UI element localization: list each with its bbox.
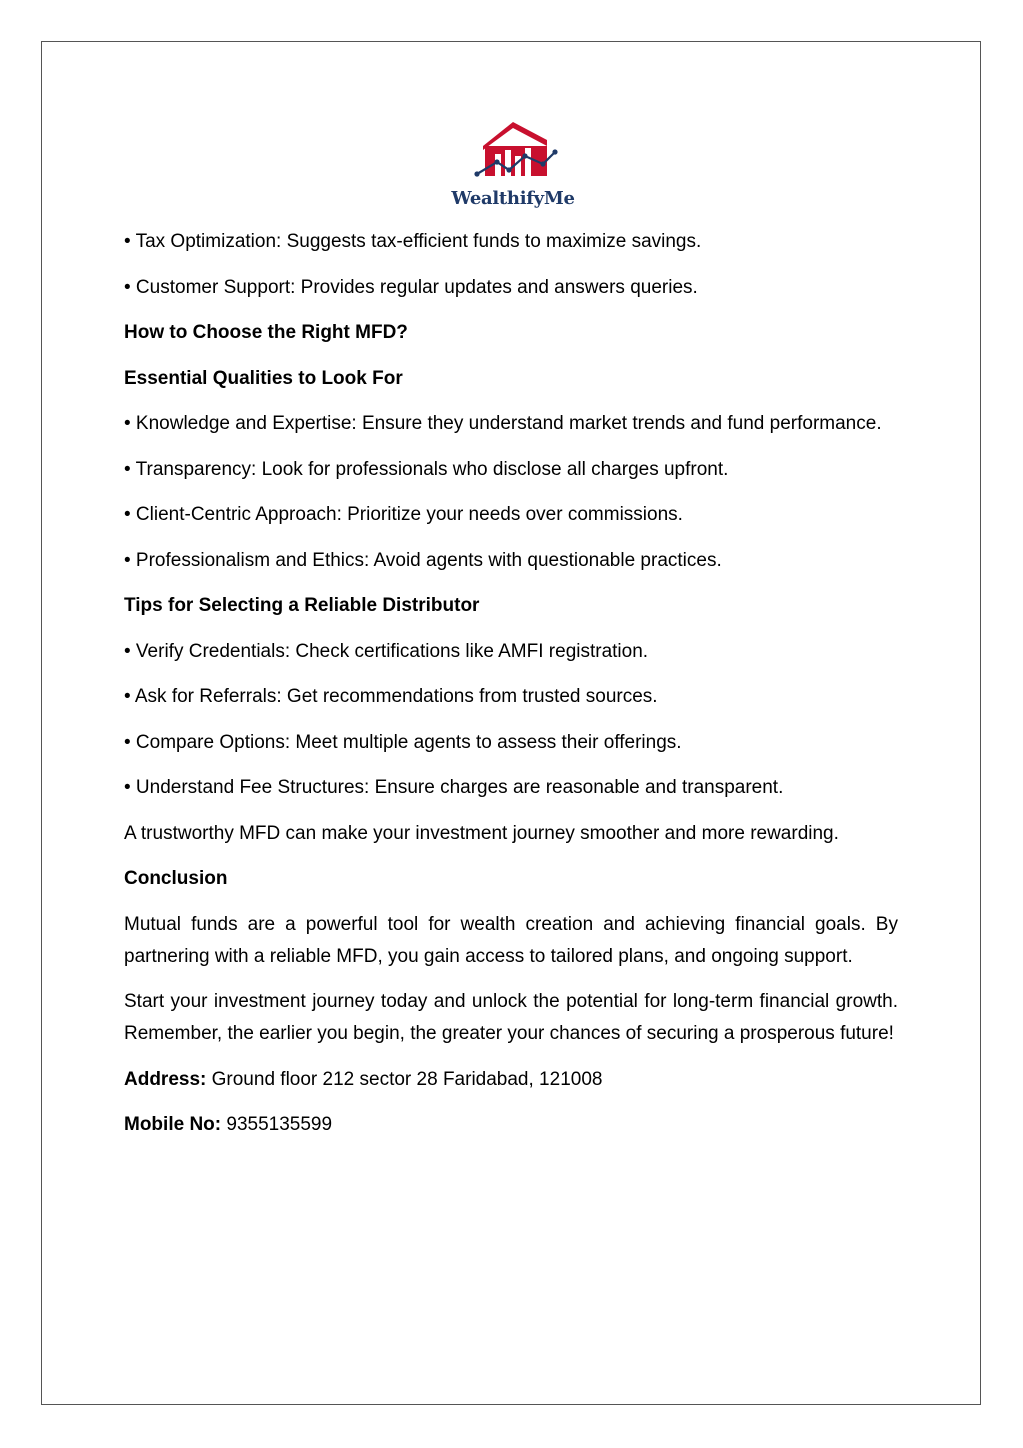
document-body [124, 226, 898, 1155]
paragraph: • Knowledge and Expertise: Ensure they understand market trends and fund performance. [124, 413, 882, 434]
paragraph: • Understand Fee Structures: Ensure charges are reasonable and transparent. [124, 777, 784, 798]
section-heading: Tips for Selecting a Reliable Distributor [124, 595, 480, 616]
section-heading: How to Choose the Right MFD? [124, 322, 408, 343]
paragraph: • Transparency: Look for professionals who disclose all charges upfront. [124, 458, 729, 480]
section-heading: Essential Qualities to Look For [124, 367, 403, 389]
paragraph: • Compare Options: Meet multiple agents to assess their offerings. [124, 731, 682, 753]
logo-wordmark: WealthifyMe [451, 188, 575, 209]
mobile-label: Mobile No: [124, 1114, 222, 1135]
paragraph: • Tax Optimization: Suggests tax-efficient funds to maximize savings. [124, 231, 702, 252]
address-value: Ground floor 212 sector 28 Faridabad, 121008 [206, 1068, 603, 1090]
paragraph: • Client-Centric Approach: Prioritize your needs over commissions. [124, 504, 683, 525]
paragraph: Start your investment journey today and unlock the potential for long-term financial growth. Remember, the earlier you begin, the greater your chances of securing a prosperous future! [124, 991, 898, 1044]
address-label: Address: [124, 1068, 207, 1090]
paragraph: A trustworthy MFD can make your investment journey smoother and more rewarding. [124, 822, 839, 844]
paragraph: • Verify Credentials: Check certifications like AMFI registration. [124, 640, 649, 662]
paragraph: • Customer Support: Provides regular updates and answers queries. [124, 276, 698, 298]
section-heading: Conclusion [124, 868, 228, 889]
mobile-value: 9355135599 [221, 1114, 333, 1135]
document-paragraphs [124, 226, 898, 1050]
paragraph: • Professionalism and Ethics: Avoid agents with questionable practices. [124, 549, 722, 571]
paragraph: • Ask for Referrals: Get recommendations from trusted sources. [124, 686, 658, 707]
paragraph: Mutual funds are a powerful tool for wealth creation and achieving financial goals. By partnering with a reliable MFD, you gain access to tailored plans, and ongoing support. [124, 913, 898, 967]
wealthifyme-logo [443, 118, 583, 218]
building-chart-icon [443, 118, 583, 188]
mobile-line [124, 1109, 898, 1141]
address-line [124, 1064, 898, 1096]
